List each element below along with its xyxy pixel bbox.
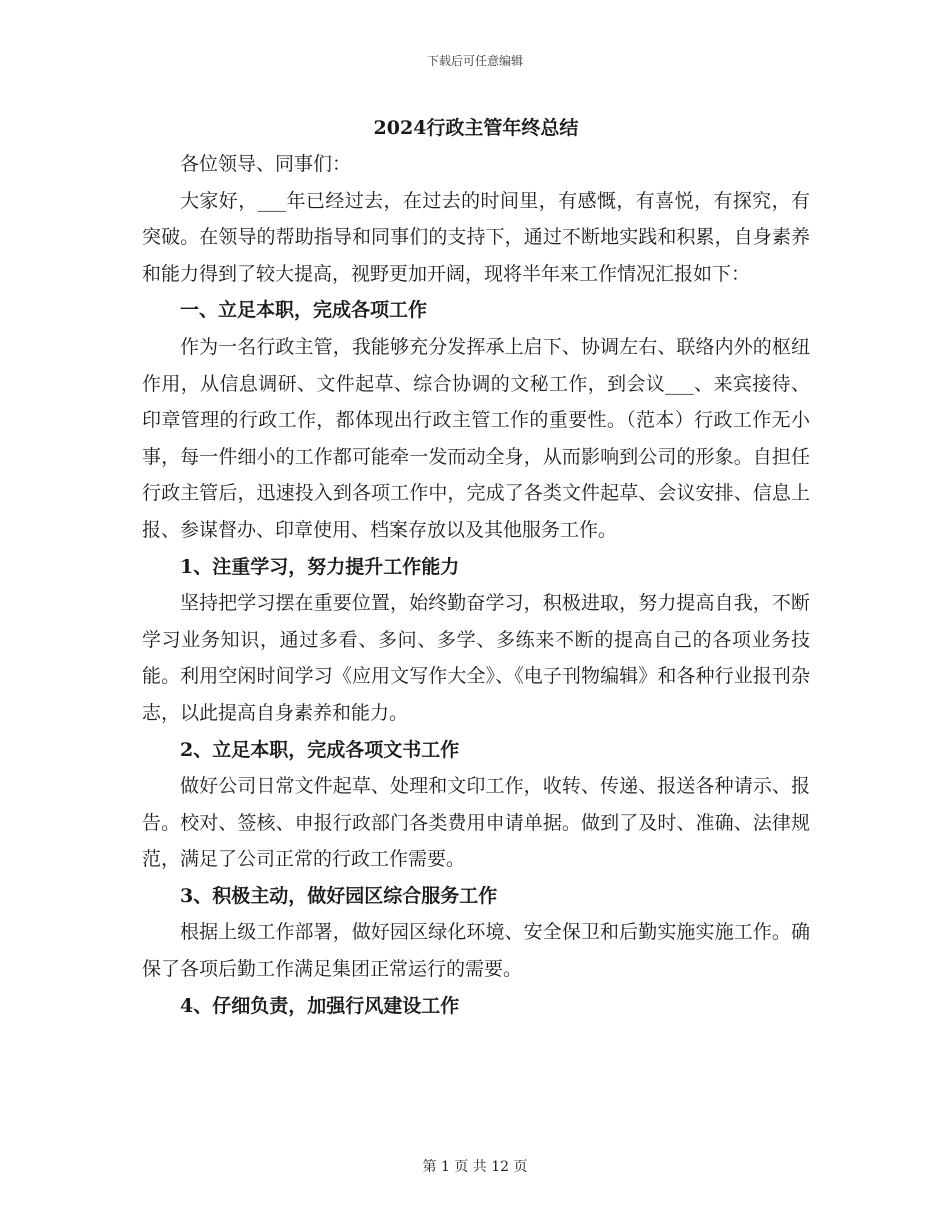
- subsection-heading-3: 3、积极主动，做好园区综合服务工作: [180, 884, 498, 907]
- subsection-3-paragraph: 根据上级工作部署，做好园区绿化环境、安全保卫和后勤实施实施工作。确保了各项后勤工作满足集团正常运行的需要。: [142, 921, 810, 981]
- document-body: [142, 112, 810, 1024]
- subsection-heading-1: 1、注重学习，努力提升工作能力: [180, 555, 460, 578]
- subsection-heading-2: 2、立足本职，完成各项文书工作: [180, 738, 460, 761]
- subsection-1-paragraph: 坚持把学习摆在重要位置，始终勤奋学习，积极进取，努力提高自我，不断学习业务知识，通过多看、多问、多学、多练来不断的提高自己的各项业务技能。利用空闲时间学习《应用文写作大全》、《电子刊物编辑》和各种行业报刊杂志，以此提高自身素养和能力。: [142, 592, 810, 724]
- intro-paragraph: 大家好，___年已经过去，在过去的时间里，有感慨，有喜悦，有探究，有突破。在领导的帮助指导和同事们的支持下，通过不断地实践和积累，自身素养和能力得到了较大提高，视野更加开阔，现将半年来工作情况汇报如下：: [142, 189, 810, 285]
- page-number: 第 1 页 共 12 页: [422, 1159, 528, 1175]
- section-heading-1: 一、立足本职，完成各项工作: [180, 299, 428, 322]
- subsection-2-paragraph: 做好公司日常文件起草、处理和文印工作，收转、传递、报送各种请示、报告。校对、签核、申报行政部门各类费用申请单据。做到了及时、准确、法律规范，满足了公司正常的行政工作需要。: [142, 775, 810, 871]
- salutation: 各位领导、同事们：: [180, 153, 352, 175]
- subsection-heading-4: 4、仔细负责，加强行风建设工作: [180, 994, 460, 1017]
- document-title: 2024行政主管年终总结: [373, 117, 579, 139]
- page-header-note: 下载后可任意编辑: [426, 54, 523, 68]
- section-1-paragraph: 作为一名行政主管，我能够充分发挥承上启下、协调左右、联络内外的枢纽作用，从信息调研、文件起草、综合协调的文秘工作，到会议___、来宾接待、印章管理的行政工作，都体现出行政主管工作的重要性。（范本）行政工作无小事，每一件细小的工作都可能牵一发而动全身，从而影响到公司的形象。自担任行政主管后，迅速投入到各项工作中，完成了各类文件起草、会议安排、信息上报、参谋督办、印章使用、档案存放以及其他服务工作。: [142, 335, 810, 541]
